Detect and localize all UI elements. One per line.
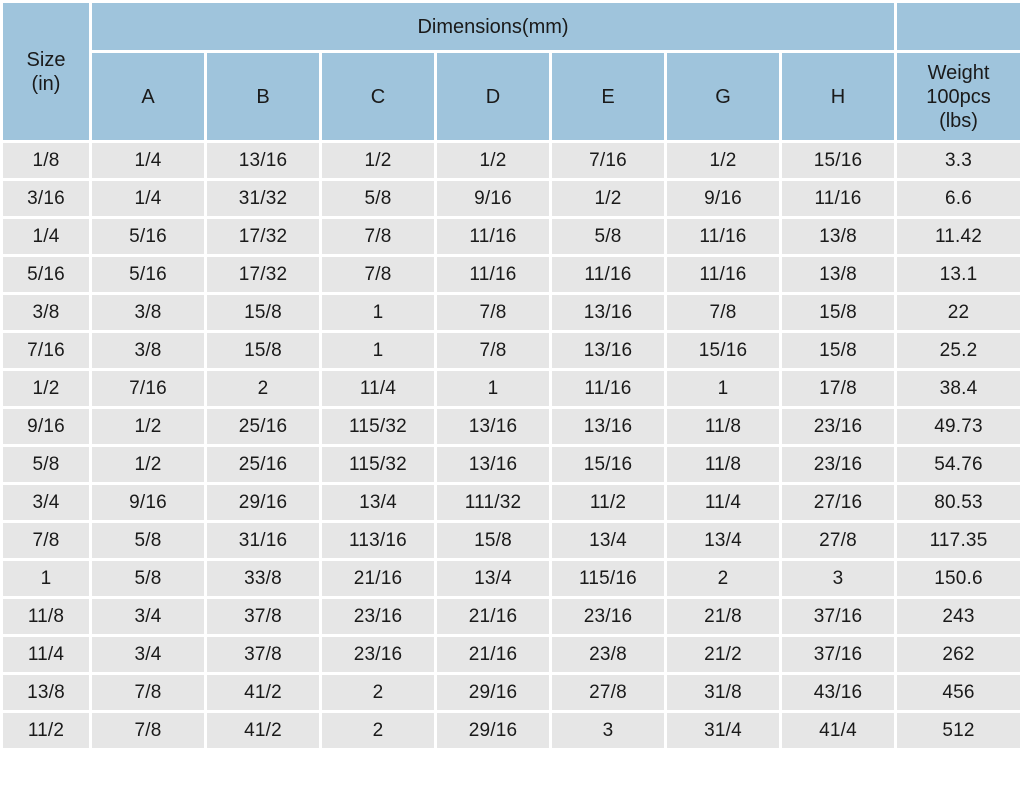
cell-h: 13/8 — [781, 218, 896, 256]
cell-d: 9/16 — [436, 180, 551, 218]
cell-d: 7/8 — [436, 332, 551, 370]
table-row — [2, 484, 1020, 522]
cell-e: 11/16 — [551, 370, 666, 408]
table-row — [2, 522, 1020, 560]
cell-g: 11/16 — [666, 218, 781, 256]
cell-d: 21/16 — [436, 598, 551, 636]
cell-size: 11/8 — [2, 598, 91, 636]
cell-d: 15/8 — [436, 522, 551, 560]
cell-e: 11/2 — [551, 484, 666, 522]
cell-e: 23/16 — [551, 598, 666, 636]
cell-c: 23/16 — [321, 636, 436, 674]
cell-weight: 117.35 — [896, 522, 1020, 560]
cell-b: 15/8 — [206, 294, 321, 332]
cell-size: 1/2 — [2, 370, 91, 408]
cell-b: 17/32 — [206, 256, 321, 294]
cell-a: 3/4 — [91, 598, 206, 636]
cell-h: 27/16 — [781, 484, 896, 522]
cell-d: 21/16 — [436, 636, 551, 674]
table-row — [2, 294, 1020, 332]
dimensions-group-header: Dimensions(mm) — [91, 2, 896, 52]
cell-size: 3/4 — [2, 484, 91, 522]
cell-e: 115/16 — [551, 560, 666, 598]
cell-c: 2 — [321, 712, 436, 750]
cell-weight: 456 — [896, 674, 1020, 712]
cell-d: 13/16 — [436, 408, 551, 446]
cell-e: 15/16 — [551, 446, 666, 484]
cell-d: 29/16 — [436, 712, 551, 750]
cell-b: 17/32 — [206, 218, 321, 256]
cell-d: 13/16 — [436, 446, 551, 484]
cell-a: 1/4 — [91, 180, 206, 218]
cell-c: 115/32 — [321, 446, 436, 484]
cell-a: 7/8 — [91, 712, 206, 750]
column-header-d: D — [436, 52, 551, 142]
cell-c: 2 — [321, 674, 436, 712]
cell-e: 7/16 — [551, 142, 666, 180]
cell-weight: 54.76 — [896, 446, 1020, 484]
column-header-a: A — [91, 52, 206, 142]
size-column-header: Size (in) — [2, 2, 91, 142]
cell-d: 1/2 — [436, 142, 551, 180]
cell-size: 3/16 — [2, 180, 91, 218]
cell-h: 23/16 — [781, 446, 896, 484]
cell-a: 1/4 — [91, 142, 206, 180]
cell-c: 1 — [321, 294, 436, 332]
cell-b: 31/32 — [206, 180, 321, 218]
cell-g: 31/4 — [666, 712, 781, 750]
cell-h: 43/16 — [781, 674, 896, 712]
cell-e: 13/4 — [551, 522, 666, 560]
cell-g: 15/16 — [666, 332, 781, 370]
header-row-top — [2, 2, 1020, 52]
cell-d: 1 — [436, 370, 551, 408]
cell-a: 7/8 — [91, 674, 206, 712]
header-row-columns — [2, 52, 1020, 142]
table-header — [2, 2, 1020, 142]
cell-h: 23/16 — [781, 408, 896, 446]
cell-a: 5/16 — [91, 256, 206, 294]
cell-g: 21/2 — [666, 636, 781, 674]
cell-size: 13/8 — [2, 674, 91, 712]
cell-a: 5/8 — [91, 522, 206, 560]
weight-header-spacer — [896, 2, 1020, 52]
cell-weight: 243 — [896, 598, 1020, 636]
cell-h: 37/16 — [781, 636, 896, 674]
column-header-g: G — [666, 52, 781, 142]
table-row — [2, 370, 1020, 408]
cell-g: 11/16 — [666, 256, 781, 294]
cell-weight: 150.6 — [896, 560, 1020, 598]
cell-c: 23/16 — [321, 598, 436, 636]
cell-c: 1/2 — [321, 142, 436, 180]
cell-size: 7/16 — [2, 332, 91, 370]
cell-a: 5/8 — [91, 560, 206, 598]
cell-size: 3/8 — [2, 294, 91, 332]
cell-c: 13/4 — [321, 484, 436, 522]
cell-a: 7/16 — [91, 370, 206, 408]
cell-c: 5/8 — [321, 180, 436, 218]
table-row — [2, 142, 1020, 180]
cell-b: 25/16 — [206, 446, 321, 484]
table-row — [2, 218, 1020, 256]
cell-h: 15/8 — [781, 332, 896, 370]
cell-e: 23/8 — [551, 636, 666, 674]
cell-c: 21/16 — [321, 560, 436, 598]
weight-column-header: Weight 100pcs (lbs) — [896, 52, 1020, 142]
table-row — [2, 180, 1020, 218]
cell-weight: 80.53 — [896, 484, 1020, 522]
cell-g: 13/4 — [666, 522, 781, 560]
cell-e: 1/2 — [551, 180, 666, 218]
cell-a: 1/2 — [91, 446, 206, 484]
table-row — [2, 636, 1020, 674]
cell-weight: 49.73 — [896, 408, 1020, 446]
cell-g: 1 — [666, 370, 781, 408]
cell-e: 11/16 — [551, 256, 666, 294]
table-row — [2, 560, 1020, 598]
cell-size: 11/2 — [2, 712, 91, 750]
cell-b: 33/8 — [206, 560, 321, 598]
column-header-e: E — [551, 52, 666, 142]
cell-a: 3/8 — [91, 294, 206, 332]
cell-h: 3 — [781, 560, 896, 598]
cell-b: 13/16 — [206, 142, 321, 180]
table-row — [2, 332, 1020, 370]
table-row — [2, 256, 1020, 294]
cell-a: 5/16 — [91, 218, 206, 256]
cell-b: 41/2 — [206, 712, 321, 750]
cell-weight: 13.1 — [896, 256, 1020, 294]
cell-d: 29/16 — [436, 674, 551, 712]
cell-weight: 25.2 — [896, 332, 1020, 370]
cell-g: 1/2 — [666, 142, 781, 180]
column-header-c: C — [321, 52, 436, 142]
cell-h: 13/8 — [781, 256, 896, 294]
cell-g: 2 — [666, 560, 781, 598]
table-row — [2, 446, 1020, 484]
cell-h: 41/4 — [781, 712, 896, 750]
cell-h: 37/16 — [781, 598, 896, 636]
cell-size: 7/8 — [2, 522, 91, 560]
cell-h: 27/8 — [781, 522, 896, 560]
cell-c: 11/4 — [321, 370, 436, 408]
cell-weight: 6.6 — [896, 180, 1020, 218]
cell-a: 9/16 — [91, 484, 206, 522]
column-header-h: H — [781, 52, 896, 142]
cell-d: 11/16 — [436, 218, 551, 256]
cell-e: 3 — [551, 712, 666, 750]
cell-size: 5/8 — [2, 446, 91, 484]
cell-g: 9/16 — [666, 180, 781, 218]
cell-g: 21/8 — [666, 598, 781, 636]
cell-size: 1/8 — [2, 142, 91, 180]
cell-weight: 11.42 — [896, 218, 1020, 256]
cell-b: 2 — [206, 370, 321, 408]
cell-a: 3/8 — [91, 332, 206, 370]
cell-e: 13/16 — [551, 408, 666, 446]
cell-b: 25/16 — [206, 408, 321, 446]
table-row — [2, 598, 1020, 636]
table-row — [2, 712, 1020, 750]
table-row — [2, 674, 1020, 712]
cell-weight: 512 — [896, 712, 1020, 750]
cell-c: 1 — [321, 332, 436, 370]
cell-a: 3/4 — [91, 636, 206, 674]
cell-a: 1/2 — [91, 408, 206, 446]
cell-size: 1 — [2, 560, 91, 598]
cell-d: 11/16 — [436, 256, 551, 294]
cell-weight: 22 — [896, 294, 1020, 332]
cell-g: 11/8 — [666, 446, 781, 484]
cell-b: 31/16 — [206, 522, 321, 560]
cell-d: 13/4 — [436, 560, 551, 598]
cell-g: 11/8 — [666, 408, 781, 446]
cell-size: 11/4 — [2, 636, 91, 674]
column-header-b: B — [206, 52, 321, 142]
cell-size: 5/16 — [2, 256, 91, 294]
cell-g: 11/4 — [666, 484, 781, 522]
cell-c: 113/16 — [321, 522, 436, 560]
cell-c: 115/32 — [321, 408, 436, 446]
cell-weight: 3.3 — [896, 142, 1020, 180]
table-row — [2, 408, 1020, 446]
table-body — [2, 142, 1020, 750]
cell-weight: 262 — [896, 636, 1020, 674]
cell-h: 17/8 — [781, 370, 896, 408]
cell-h: 15/16 — [781, 142, 896, 180]
cell-c: 7/8 — [321, 218, 436, 256]
cell-size: 1/4 — [2, 218, 91, 256]
cell-h: 15/8 — [781, 294, 896, 332]
cell-size: 9/16 — [2, 408, 91, 446]
cell-e: 13/16 — [551, 294, 666, 332]
cell-b: 29/16 — [206, 484, 321, 522]
cell-e: 13/16 — [551, 332, 666, 370]
cell-g: 7/8 — [666, 294, 781, 332]
cell-e: 5/8 — [551, 218, 666, 256]
cell-d: 7/8 — [436, 294, 551, 332]
cell-c: 7/8 — [321, 256, 436, 294]
cell-e: 27/8 — [551, 674, 666, 712]
cell-g: 31/8 — [666, 674, 781, 712]
cell-h: 11/16 — [781, 180, 896, 218]
cell-weight: 38.4 — [896, 370, 1020, 408]
cell-d: 111/32 — [436, 484, 551, 522]
cell-b: 37/8 — [206, 636, 321, 674]
cell-b: 15/8 — [206, 332, 321, 370]
cell-b: 41/2 — [206, 674, 321, 712]
cell-b: 37/8 — [206, 598, 321, 636]
